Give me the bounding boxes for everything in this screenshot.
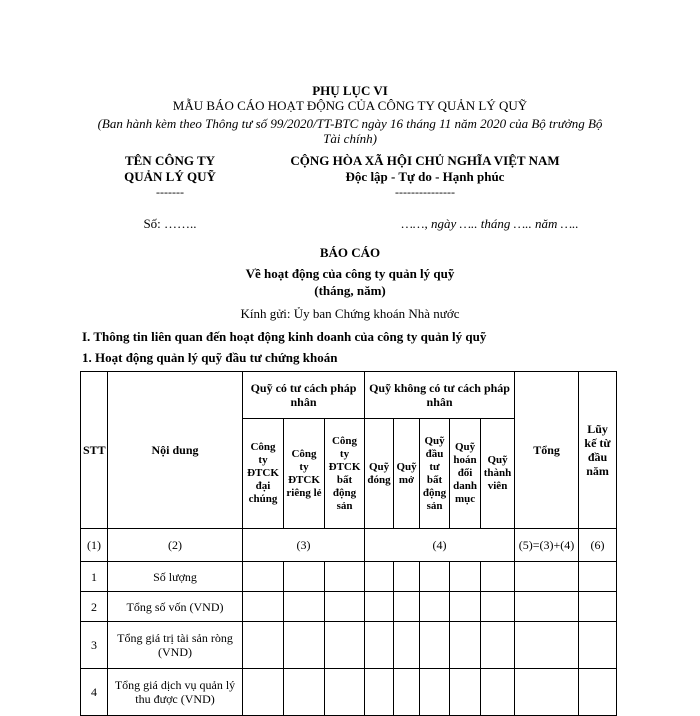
recipient: Kính gửi: Ủy ban Chứng khoán Nhà nước xyxy=(240,306,460,321)
value-cell[interactable] xyxy=(365,562,394,592)
table-row xyxy=(81,592,617,622)
index-cell: (5)=(3)+(4) xyxy=(515,529,579,562)
total-cell[interactable] xyxy=(515,622,579,669)
company-name-line2: QUẢN LÝ QUỸ xyxy=(124,169,216,184)
header-content: Nội dung xyxy=(108,372,243,529)
total-cell[interactable] xyxy=(515,669,579,716)
section-heading: I. Thông tin liên quan đến hoạt động kinh doanh của công ty quản lý quỹ xyxy=(82,329,487,344)
value-cell[interactable] xyxy=(325,592,365,622)
company-name-line1: TÊN CÔNG TY xyxy=(124,153,216,168)
company-divider: ------- xyxy=(156,185,184,199)
header-sub-realestate-fund: Quỹ đầu tư bất động sản xyxy=(420,419,450,529)
nation-title: CỘNG HÒA XÃ HỘI CHỦ NGHĨA VIỆT NAM xyxy=(290,153,560,168)
row-number: 4 xyxy=(81,669,108,716)
total-cell[interactable] xyxy=(515,562,579,592)
value-cell[interactable] xyxy=(481,622,515,669)
index-cell: (3) xyxy=(243,529,365,562)
value-cell[interactable] xyxy=(365,669,394,716)
value-cell[interactable] xyxy=(420,562,450,592)
header-total: Tổng xyxy=(515,372,579,529)
report-table xyxy=(80,371,617,716)
value-cell[interactable] xyxy=(284,562,325,592)
document-date: ……, ngày ….. tháng ….. năm ….. xyxy=(401,216,579,231)
issued-note-line1: (Ban hành kèm theo Thông tư số 99/2020/TT-BTC ngày 16 tháng 11 năm 2020 của Bộ trưởng Bộ xyxy=(97,116,603,131)
index-cell: (2) xyxy=(108,529,243,562)
table-row xyxy=(81,669,617,716)
header-sub-closed-fund: Quỹ đóng xyxy=(365,419,394,529)
value-cell[interactable] xyxy=(481,562,515,592)
table-row xyxy=(81,562,617,592)
header-group-legal: Quỹ có tư cách pháp nhân xyxy=(243,372,365,419)
total-cell[interactable] xyxy=(515,592,579,622)
value-cell[interactable] xyxy=(365,622,394,669)
index-cell: (4) xyxy=(365,529,515,562)
header-stt: STT xyxy=(81,372,108,529)
value-cell[interactable] xyxy=(284,669,325,716)
value-cell[interactable] xyxy=(243,669,284,716)
row-content: Tổng giá dịch vụ quản lý thu được (VND) xyxy=(108,669,243,716)
form-title: MẪU BÁO CÁO HOẠT ĐỘNG CỦA CÔNG TY QUẢN LÝ QUỸ xyxy=(172,98,528,113)
header-sub-private-company: Công ty ĐTCK riêng lẻ xyxy=(284,419,325,529)
value-cell[interactable] xyxy=(243,592,284,622)
row-number: 2 xyxy=(81,592,108,622)
value-cell[interactable] xyxy=(394,592,420,622)
value-cell[interactable] xyxy=(450,562,481,592)
value-cell[interactable] xyxy=(325,622,365,669)
table-row xyxy=(81,622,617,669)
row-content: Tổng số vốn (VND) xyxy=(108,592,243,622)
value-cell[interactable] xyxy=(450,669,481,716)
header-group-nonlegal: Quỹ không có tư cách pháp nhân xyxy=(365,372,515,419)
value-cell[interactable] xyxy=(394,562,420,592)
document-number: Số: …….. xyxy=(143,216,197,231)
header-cumulative: Lũy kế từ đầu năm xyxy=(579,372,617,529)
report-title: BÁO CÁO xyxy=(319,245,381,260)
header-sub-etf: Quỹ hoán đổi danh mục xyxy=(450,419,481,529)
header-sub-open-fund: Quỹ mở xyxy=(394,419,420,529)
value-cell[interactable] xyxy=(284,592,325,622)
value-cell[interactable] xyxy=(420,622,450,669)
row-number: 3 xyxy=(81,622,108,669)
header-sub-member-fund: Quỹ thành viên xyxy=(481,419,515,529)
report-subtitle: Về hoạt động của công ty quản lý quỹ xyxy=(245,266,455,281)
header-sub-realestate-company: Công ty ĐTCK bất động sản xyxy=(325,419,365,529)
index-row xyxy=(81,529,617,562)
issued-note-line2: Tài chính) xyxy=(323,131,377,146)
value-cell[interactable] xyxy=(243,562,284,592)
value-cell[interactable] xyxy=(450,592,481,622)
value-cell[interactable] xyxy=(284,622,325,669)
header-sub-public-company: Công ty ĐTCK đại chúng xyxy=(243,419,284,529)
row-content: Tổng giá trị tài sản ròng (VND) xyxy=(108,622,243,669)
row-number: 1 xyxy=(81,562,108,592)
value-cell[interactable] xyxy=(365,592,394,622)
nation-divider: --------------- xyxy=(395,185,455,199)
value-cell[interactable] xyxy=(394,669,420,716)
subsection-heading: 1. Hoạt động quản lý quỹ đầu tư chứng khoán xyxy=(82,350,338,365)
cumulative-cell[interactable] xyxy=(579,622,617,669)
value-cell[interactable] xyxy=(243,622,284,669)
cumulative-cell[interactable] xyxy=(579,669,617,716)
value-cell[interactable] xyxy=(420,669,450,716)
index-cell: (6) xyxy=(579,529,617,562)
appendix-label: PHỤ LỤC VI xyxy=(312,83,388,98)
value-cell[interactable] xyxy=(481,592,515,622)
report-period: (tháng, năm) xyxy=(314,283,386,298)
cumulative-cell[interactable] xyxy=(579,562,617,592)
value-cell[interactable] xyxy=(325,562,365,592)
value-cell[interactable] xyxy=(481,669,515,716)
header-row-groups xyxy=(81,372,617,419)
row-content: Số lượng xyxy=(108,562,243,592)
value-cell[interactable] xyxy=(450,622,481,669)
value-cell[interactable] xyxy=(420,592,450,622)
value-cell[interactable] xyxy=(394,622,420,669)
index-cell: (1) xyxy=(81,529,108,562)
cumulative-cell[interactable] xyxy=(579,592,617,622)
nation-motto: Độc lập - Tự do - Hạnh phúc xyxy=(345,169,505,184)
value-cell[interactable] xyxy=(325,669,365,716)
